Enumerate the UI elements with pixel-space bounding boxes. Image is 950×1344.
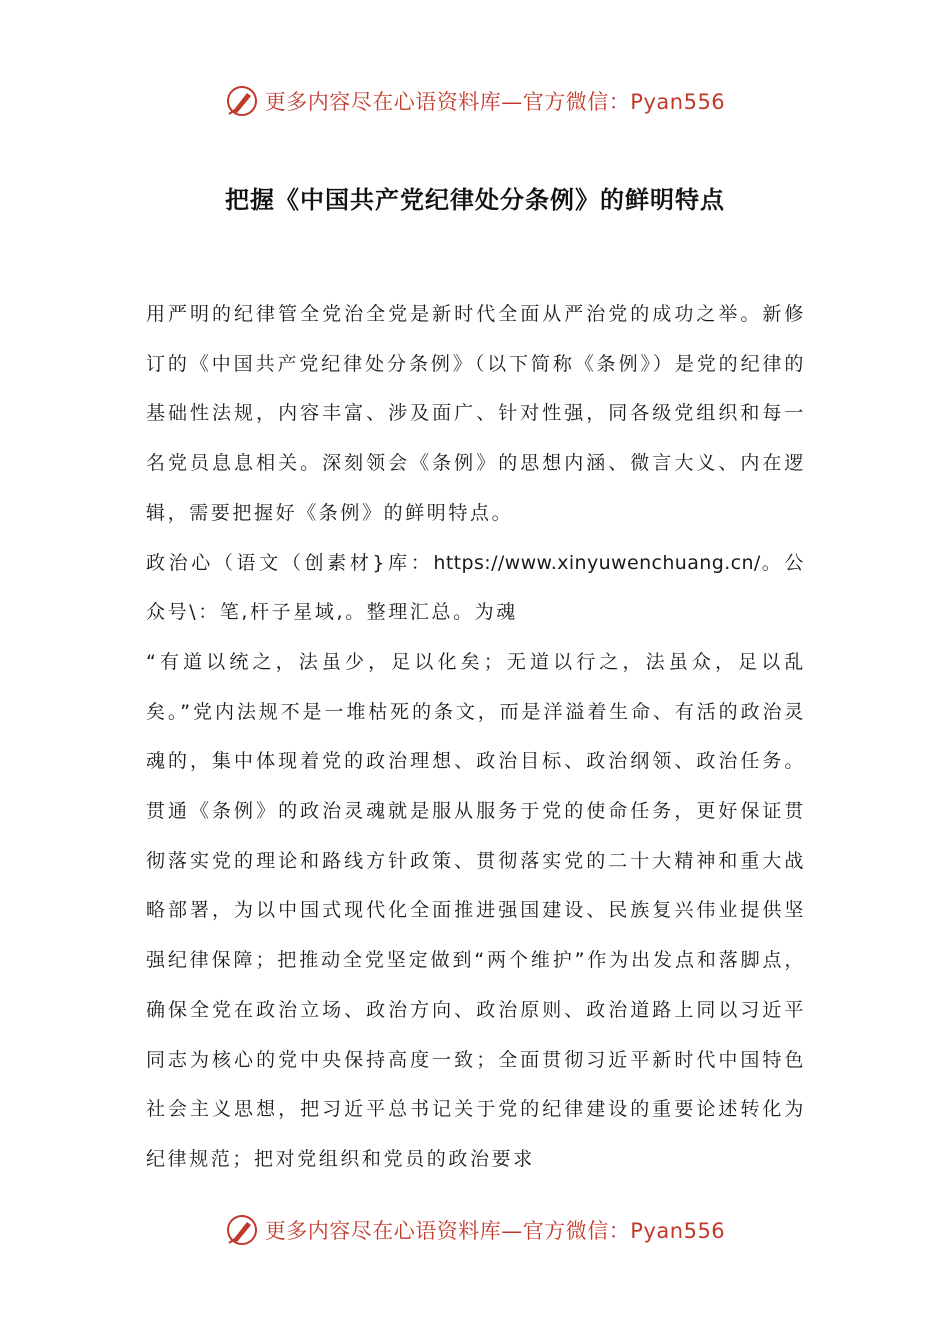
document-body	[146, 290, 806, 1185]
footer-banner-text: 更多内容尽在心语资料库—官方微信：Pyan556	[264, 1219, 726, 1243]
pen-nib-logo-icon	[225, 1213, 259, 1247]
header-banner	[0, 84, 950, 118]
paragraph-intro: 用严明的纪律管全党治全党是新时代全面从严治党的成功之举。新修订的《中国共产党纪律处分条例》（以下简称《条例》）是党的纪律的基础性法规，内容丰富、涉及面广、针对性强，同各级党组织和每一名党员息息相关。深刻领会《条例》的思想内涵、微言大义、内在逻辑，需要把握好《条例》的鲜明特点。	[146, 303, 806, 524]
pen-nib-logo-icon	[225, 84, 259, 118]
paragraph-political-soul: “有道以统之，法虽少，足以化矣；无道以行之，法虽众，足以乱矣。”党内法规不是一堆枯死的条文，而是洋溢着生命、有活的政治灵魂的，集中体现着党的政治理想、政治目标、政治纲领、政治任务。贯通《条例》的政治灵魂就是服从服务于党的使命任务，更好保证贯彻落实党的理论和路线方针政策、贯彻落实党的二十大精神和重大战略部署，为以中国式现代化全面推进强国建设、民族复兴伟业提供坚强纪律保障；把推动全党坚定做到“两个维护”作为出发点和落脚点，确保全党在政治立场、政治方向、政治原则、政治道路上同以习近平同志为核心的党中央保持高度一致；全面贯彻习近平新时代中国特色社会主义思想，把习近平总书记关于党的纪律建设的重要论述转化为纪律规范；把对党组织和党员的政治要求	[146, 650, 806, 1170]
source-note-prefix: 政治心（语文（创素材}库：	[146, 551, 434, 574]
document-title: 把握《中国共产党纪律处分条例》的鲜明特点	[225, 186, 725, 214]
source-note-suffix: 。公众号\：笔,杆子星域,。整理汇总。为魂	[146, 551, 807, 624]
source-url-link[interactable]: https://www.xinyuwenchuang.cn/	[433, 551, 761, 574]
paragraph-source-note	[146, 539, 806, 638]
footer-banner	[0, 1213, 950, 1247]
header-banner-text: 更多内容尽在心语资料库—官方微信：Pyan556	[264, 90, 726, 114]
